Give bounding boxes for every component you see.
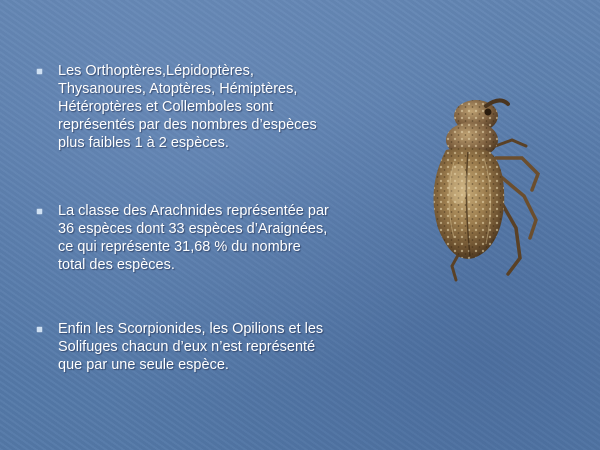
bullet-square-icon bbox=[37, 327, 42, 332]
bullet-line: Les Orthoptères,Lépidoptères, bbox=[58, 63, 254, 79]
bullet-line: Thysanoures, Atoptères, Hémiptères, bbox=[58, 81, 298, 97]
bullet-line: ce qui représente 31,68 % du nombre bbox=[58, 239, 301, 255]
bullet-line: Solifuges chacun d’eux n’est représenté bbox=[58, 339, 316, 355]
bullet-line: que par une seule espèce. bbox=[58, 357, 229, 373]
bullet-line: 36 espèces dont 33 espèces d’Araignées, bbox=[58, 221, 328, 237]
bullet-line: total des espèces. bbox=[58, 257, 175, 273]
bullet-line: Hétéroptères et Collemboles sont bbox=[58, 99, 274, 115]
bullet-line: La classe des Arachnides représentée par bbox=[58, 203, 329, 219]
bullet-item-arachnids bbox=[36, 202, 329, 274]
bullet-line: Enfin les Scorpionides, les Opilions et les bbox=[58, 321, 324, 337]
bullet-item-scorpions bbox=[36, 320, 323, 374]
bullet-item-orders bbox=[36, 62, 317, 152]
bullet-square-icon bbox=[37, 69, 42, 74]
bullet-square-icon bbox=[37, 209, 42, 214]
bullet-line: représentés par des nombres d’espèces bbox=[58, 117, 317, 133]
beetle-photo-icon bbox=[404, 88, 554, 284]
bullet-line: plus faibles 1 à 2 espèces. bbox=[58, 135, 229, 151]
